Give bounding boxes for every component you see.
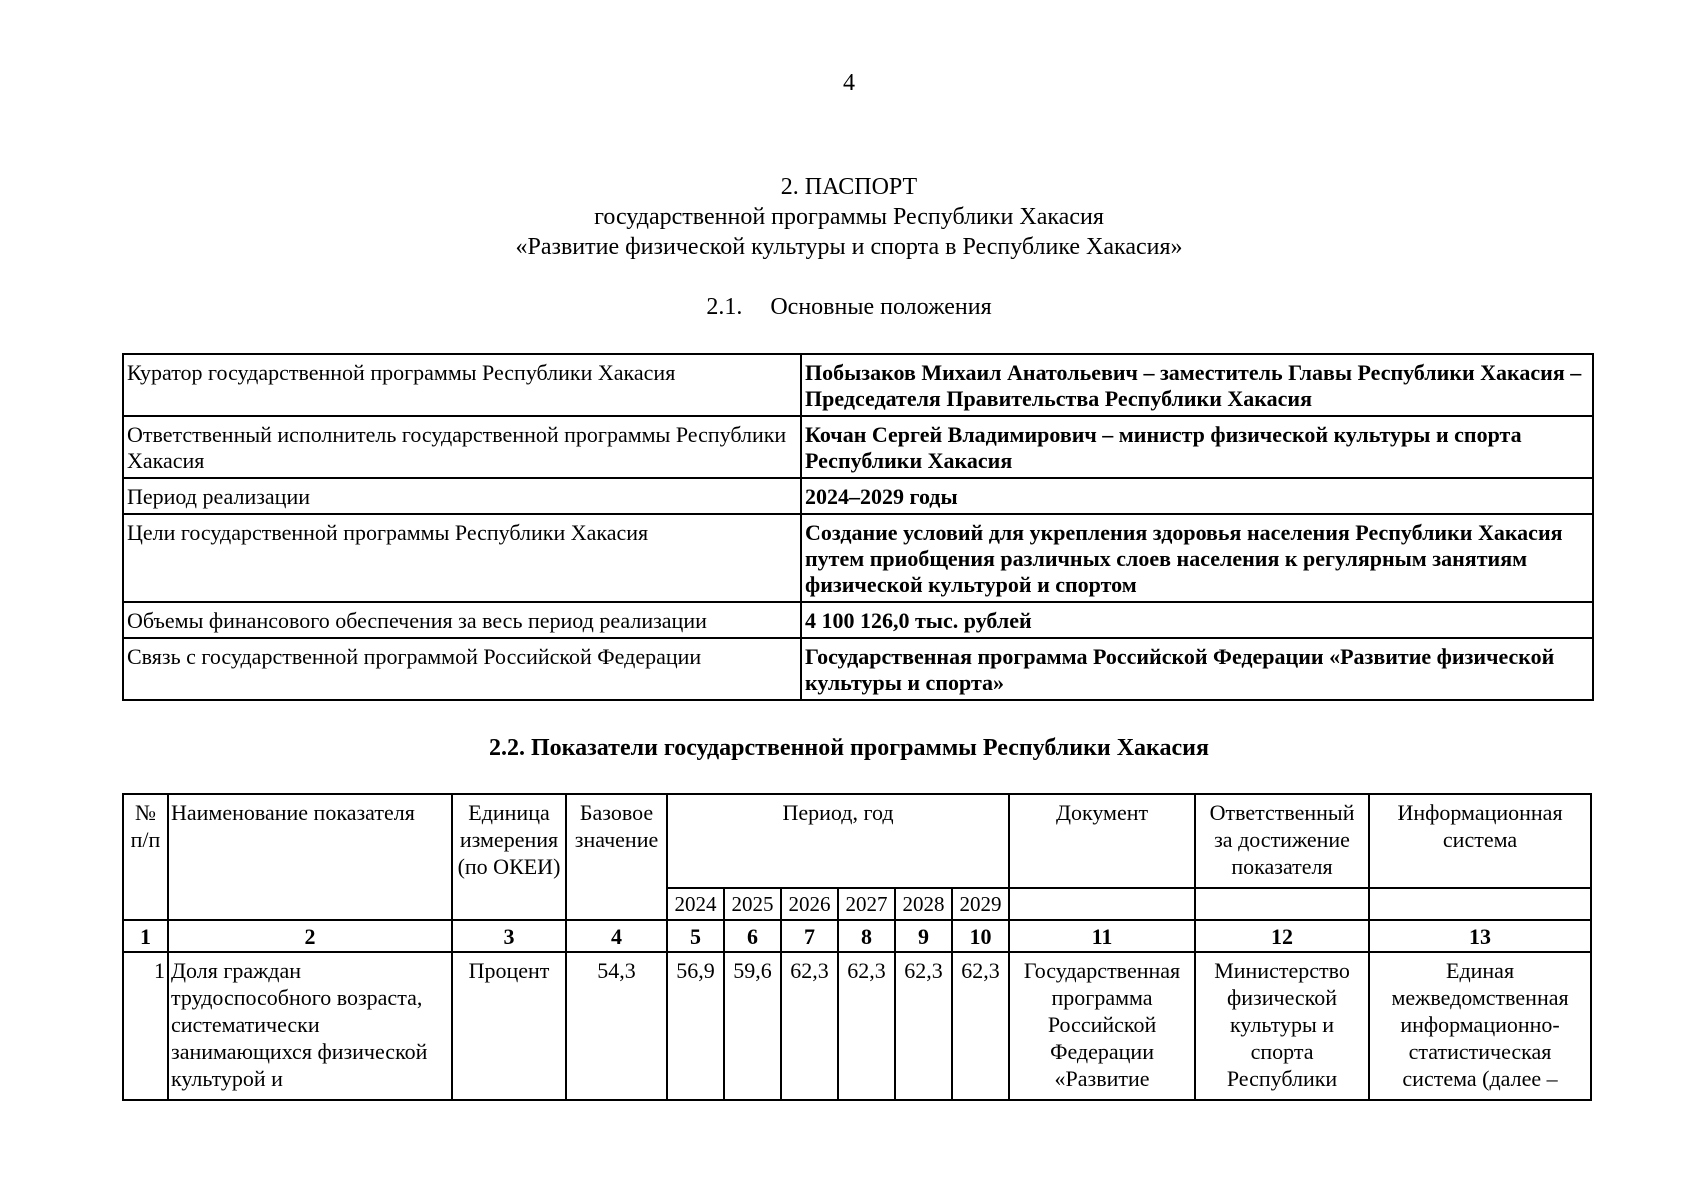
column-numbers-row xyxy=(123,920,1591,952)
year-cell: 2027 xyxy=(838,888,895,920)
header-document: Документ xyxy=(1009,794,1195,888)
cell-value-2025: 59,6 xyxy=(724,952,781,1100)
header-base: Базовое значение xyxy=(566,794,667,920)
title-line-1: 2. ПАСПОРТ xyxy=(780,174,918,200)
title-line-2: государственной программы Республики Хакасия xyxy=(594,204,1104,230)
header-responsible: Ответственный за достижение показателя xyxy=(1195,794,1369,888)
column-number: 12 xyxy=(1195,920,1369,952)
cell-num: 1 xyxy=(123,952,168,1100)
row-value: Кочан Сергей Владимирович – министр физической культуры и спорта Республики Хакасия xyxy=(801,416,1593,478)
section-1-number: 2.1. xyxy=(706,294,743,320)
column-number: 5 xyxy=(667,920,724,952)
row-label: Ответственный исполнитель государственной программы Республики Хакасия xyxy=(123,416,801,478)
cell-name: Доля граждан трудоспособного возраста, систематически занимающихся физической культурой и xyxy=(168,952,452,1100)
table-row xyxy=(123,602,1593,638)
column-number: 2 xyxy=(168,920,452,952)
header-name: Наименование показателя xyxy=(168,794,452,920)
column-number: 13 xyxy=(1369,920,1591,952)
column-number: 10 xyxy=(952,920,1009,952)
column-number: 8 xyxy=(838,920,895,952)
header-period: Период, год xyxy=(667,794,1009,888)
column-number: 9 xyxy=(895,920,952,952)
column-number: 3 xyxy=(452,920,566,952)
passport-title xyxy=(0,172,1698,262)
column-number: 6 xyxy=(724,920,781,952)
table-row xyxy=(123,638,1593,700)
table-row xyxy=(123,514,1593,602)
cell-value-2024: 56,9 xyxy=(667,952,724,1100)
table-row xyxy=(123,952,1591,1100)
year-cell: 2028 xyxy=(895,888,952,920)
title-line-3: «Развитие физической культуры и спорта в Республике Хакасия» xyxy=(515,234,1183,260)
cell-document: Государственная программа Российской Федерации «Развитие xyxy=(1009,952,1195,1100)
section-1-title: Основные положения xyxy=(770,294,992,320)
column-number: 7 xyxy=(781,920,838,952)
year-cell: 2029 xyxy=(952,888,1009,920)
row-label: Объемы финансового обеспечения за весь период реализации xyxy=(123,602,801,638)
cell-value-2028: 62,3 xyxy=(895,952,952,1100)
row-label: Период реализации xyxy=(123,478,801,514)
cell-responsible: Министерство физической культуры и спорта Республики xyxy=(1195,952,1369,1100)
row-value: 2024–2029 годы xyxy=(801,478,1593,514)
empty-cell xyxy=(1369,888,1591,920)
year-cell: 2025 xyxy=(724,888,781,920)
header-system: Информационная система xyxy=(1369,794,1591,888)
table-row xyxy=(123,354,1593,416)
cell-value-2029: 62,3 xyxy=(952,952,1009,1100)
cell-value-2027: 62,3 xyxy=(838,952,895,1100)
row-value: Побызаков Михаил Анатольевич – заместитель Главы Республики Хакасия – Председателя Правительства Республики Хакасия xyxy=(801,354,1593,416)
cell-value-2026: 62,3 xyxy=(781,952,838,1100)
section-1-heading xyxy=(0,294,1698,321)
column-number: 1 xyxy=(123,920,168,952)
empty-cell xyxy=(1195,888,1369,920)
row-label: Куратор государственной программы Республики Хакасия xyxy=(123,354,801,416)
header-unit: Единица измерения (по ОКЕИ) xyxy=(452,794,566,920)
section-2-heading: 2.2. Показатели государственной программы Республики Хакасия xyxy=(489,735,1209,761)
cell-system: Единая межведомственная информационно-статистическая система (далее – xyxy=(1369,952,1591,1100)
row-label: Цели государственной программы Республики Хакасия xyxy=(123,514,801,602)
year-cell: 2026 xyxy=(781,888,838,920)
cell-unit: Процент xyxy=(452,952,566,1100)
table-row xyxy=(123,478,1593,514)
table-row xyxy=(123,416,1593,478)
row-label: Связь с государственной программой Российской Федерации xyxy=(123,638,801,700)
header-num: № п/п xyxy=(123,794,168,920)
cell-base: 54,3 xyxy=(566,952,667,1100)
page-number: 4 xyxy=(843,70,855,96)
year-cell: 2024 xyxy=(667,888,724,920)
empty-cell xyxy=(1009,888,1195,920)
row-value: Создание условий для укрепления здоровья населения Республики Хакасия путем приобщения различных слоев населения к регулярным занятиям физической культурой и спортом xyxy=(801,514,1593,602)
row-value: 4 100 126,0 тыс. рублей xyxy=(801,602,1593,638)
column-number: 4 xyxy=(566,920,667,952)
column-number: 11 xyxy=(1009,920,1195,952)
row-value: Государственная программа Российской Федерации «Развитие физической культуры и спорта» xyxy=(801,638,1593,700)
table-header-row xyxy=(123,794,1591,888)
indicators-table xyxy=(122,793,1592,1101)
main-provisions-table xyxy=(122,353,1594,701)
